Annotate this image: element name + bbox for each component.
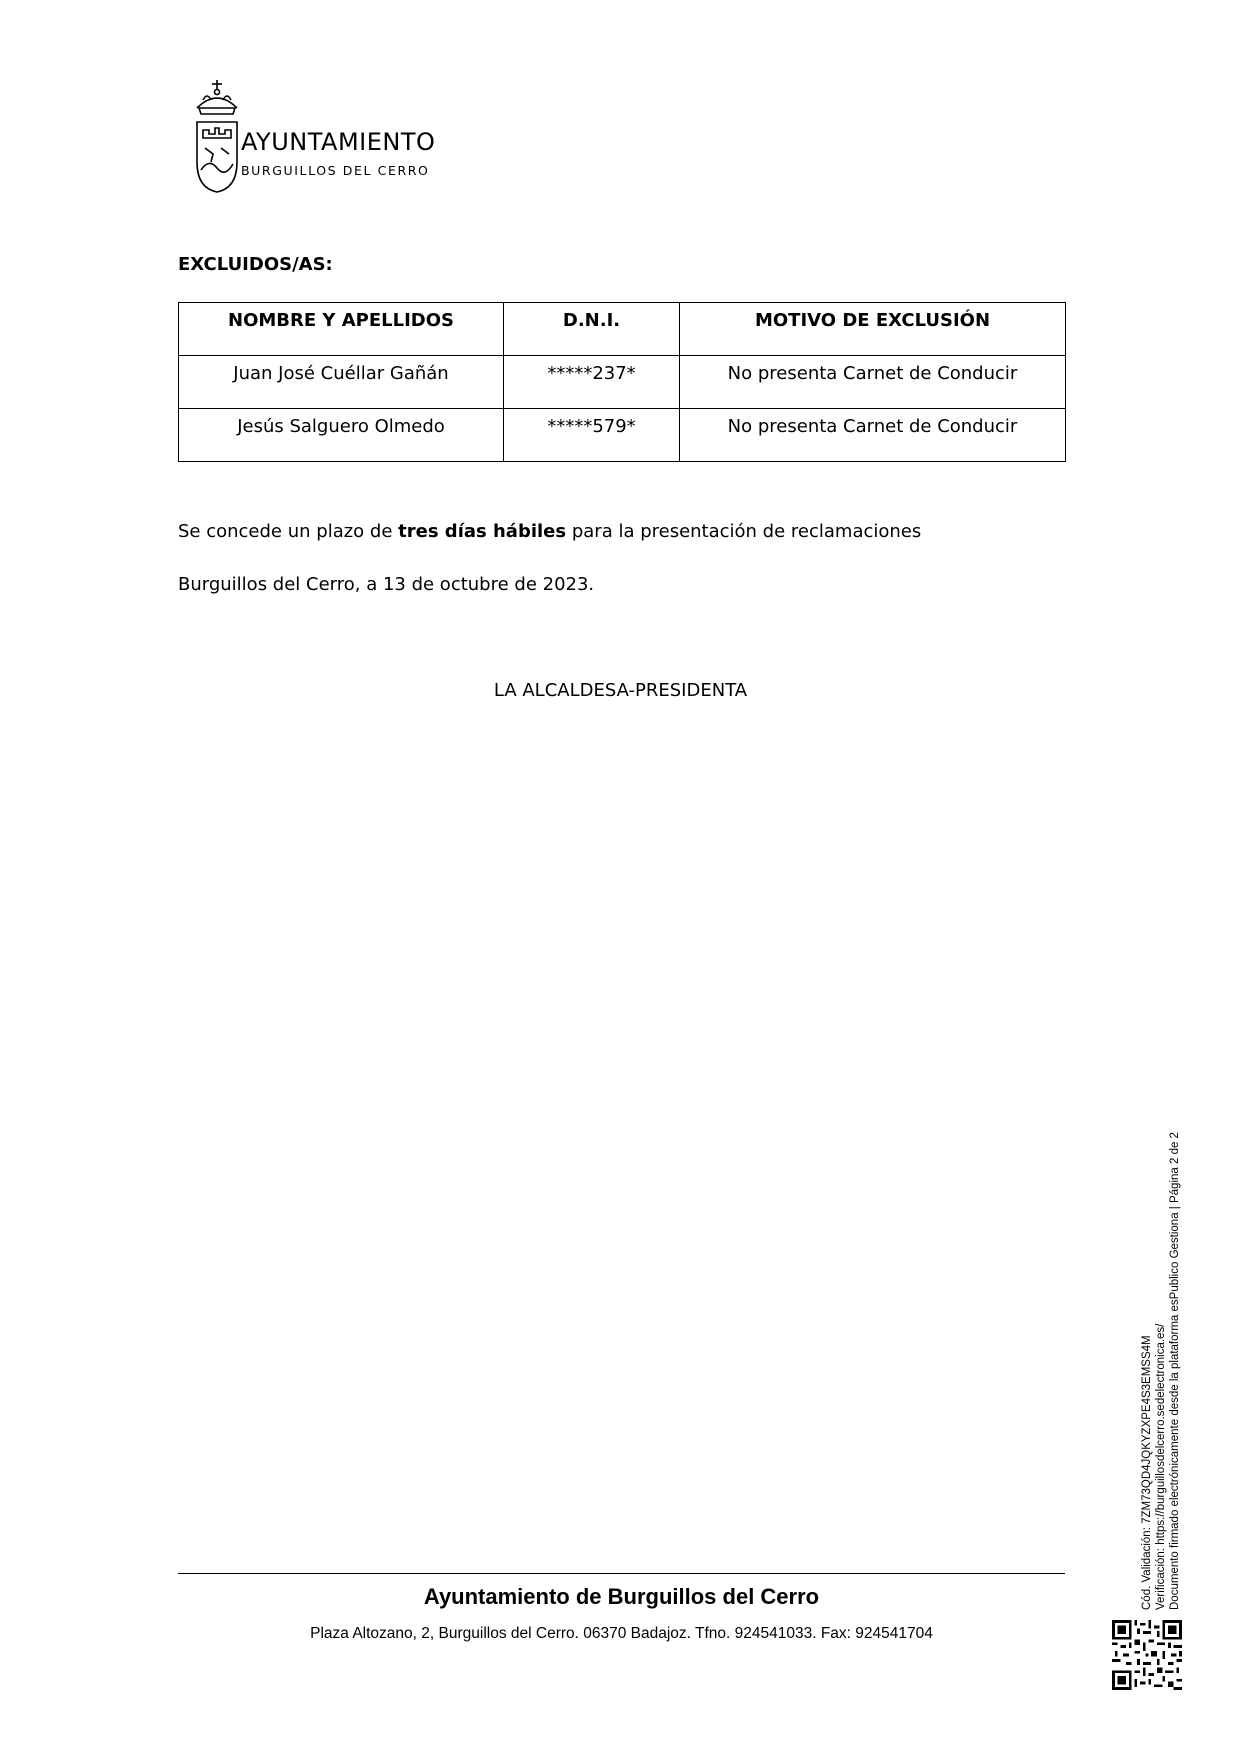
municipal-logo	[193, 78, 436, 198]
validation-signature-note: Documento firmado electrónicamente desde la plataforma esPublico Gestiona | Página 2 de 2	[1169, 1132, 1181, 1610]
column-header-dni: D.N.I.	[504, 303, 680, 356]
validation-url: Verificación: https://burguillosdelcerro.sedelectronica.es/	[1155, 1323, 1167, 1610]
signature-role: LA ALCALDESA-PRESIDENTA	[493, 680, 748, 701]
deadline-text-start: Se concede un plazo de	[178, 521, 399, 542]
logo-subtitle: BURGUILLOS DEL CERRO	[241, 163, 430, 178]
qr-code-icon	[1112, 1620, 1182, 1690]
cell-reason: No presenta Carnet de Conducir	[680, 409, 1066, 462]
table-header-row	[179, 303, 1066, 356]
excluded-table	[178, 302, 1066, 462]
column-header-reason: MOTIVO DE EXCLUSIÓN	[680, 303, 1066, 356]
cell-name: Jesús Salguero Olmedo	[179, 409, 504, 462]
validation-code: Cód. Validación: 7ZM73QD4JQKYZXPE4S3EMSS4M	[1141, 1335, 1153, 1610]
deadline-text-bold: tres días hábiles	[398, 521, 567, 542]
validation-block	[1140, 1090, 1185, 1610]
footer-address: Plaza Altozano, 2, Burguillos del Cerro. 06370 Badajoz. Tfno. 924541033. Fax: 924541704	[310, 1625, 933, 1642]
section-title: EXCLUIDOS/AS:	[178, 254, 333, 275]
deadline-paragraph	[178, 520, 921, 544]
cell-reason: No presenta Carnet de Conducir	[680, 356, 1066, 409]
logo-title: AYUNTAMIENTO	[241, 128, 436, 156]
cell-dni: *****579*	[504, 409, 680, 462]
table-row	[179, 409, 1066, 462]
column-header-name: NOMBRE Y APELLIDOS	[179, 303, 504, 356]
table-row	[179, 356, 1066, 409]
place-date: Burguillos del Cerro, a 13 de octubre de 2023.	[178, 574, 595, 595]
footer-divider	[178, 1573, 1065, 1574]
cell-name: Juan José Cuéllar Gañán	[179, 356, 504, 409]
deadline-text-end: para la presentación de reclamaciones	[566, 521, 922, 542]
footer-title: Ayuntamiento de Burguillos del Cerro	[423, 1584, 820, 1609]
cell-dni: *****237*	[504, 356, 680, 409]
